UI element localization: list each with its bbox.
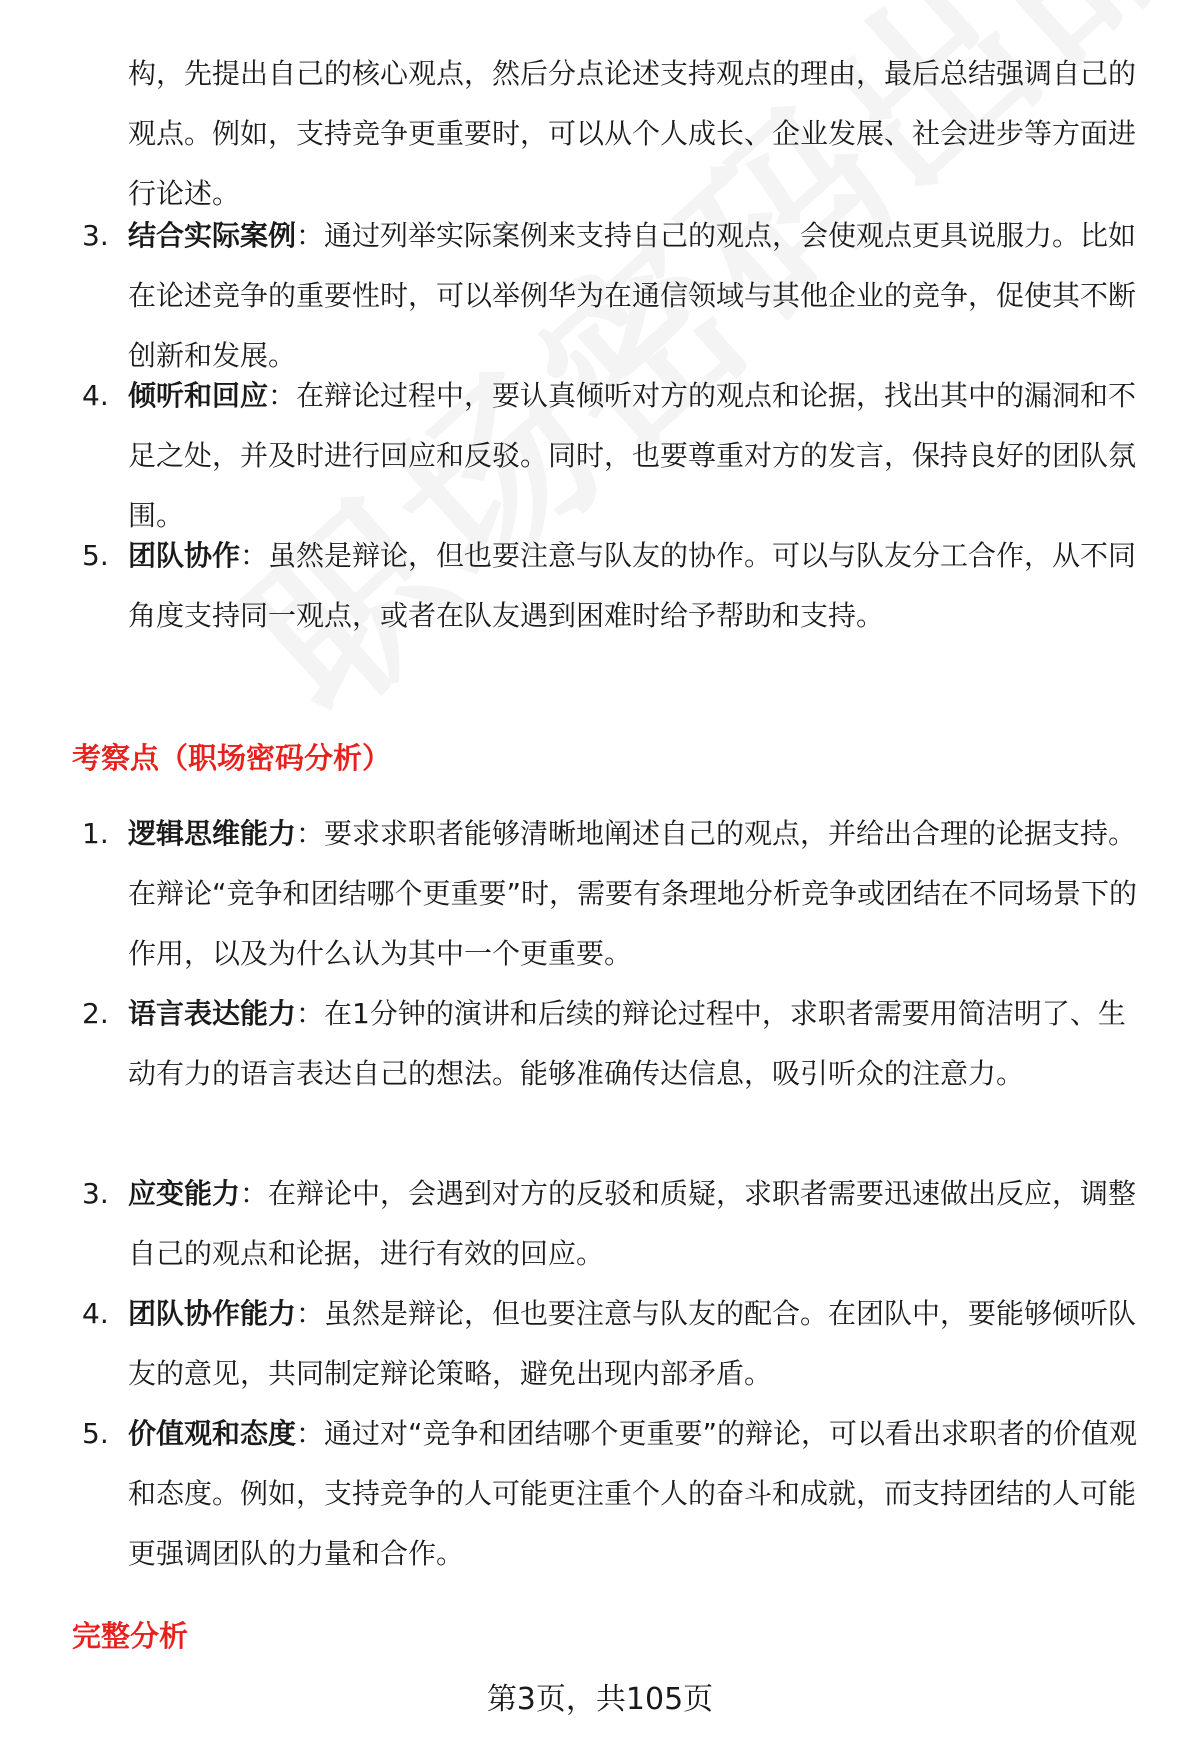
list-item-term: 结合实际案例 xyxy=(128,219,297,252)
section-heading-exam-points: 考察点（职场密码分析） xyxy=(72,741,392,775)
list-item-body xyxy=(128,804,1148,984)
list-item-body xyxy=(128,526,1148,646)
list-item-text: ：在辩论中，会遇到对方的反驳和质疑，求职者需要迅速做出反应，调整自己的观点和论据，进行有效的回应。 xyxy=(128,1177,1137,1270)
list-item-body xyxy=(128,1164,1148,1284)
list-item-body xyxy=(128,206,1148,386)
list-number: 4. xyxy=(82,379,109,412)
list-number: 2. xyxy=(82,997,109,1030)
list-item-term: 语言表达能力 xyxy=(128,997,297,1030)
list-item-term: 逻辑思维能力 xyxy=(128,817,297,850)
list-number: 3. xyxy=(82,1177,109,1210)
list-item-body xyxy=(128,366,1148,546)
list-item-text: ：虽然是辩论，但也要注意与队友的协作。可以与队友分工合作，从不同角度支持同一观点，或者在队友遇到困难时给予帮助和支持。 xyxy=(128,539,1137,632)
list-number: 1. xyxy=(82,817,109,850)
list-item-text: ：通过列举实际案例来支持自己的观点，会使观点更具说服力。比如在论述竞争的重要性时，可以举例华为在通信领域与其他企业的竞争，促使其不断创新和发展。 xyxy=(128,219,1137,372)
list-item-text: ：虽然是辩论，但也要注意与队友的配合。在团队中，要能够倾听队友的意见，共同制定辩论策略，避免出现内部矛盾。 xyxy=(128,1297,1137,1390)
section-heading-full-analysis: 完整分析 xyxy=(72,1619,189,1653)
intro-continuation: 构，先提出自己的核心观点，然后分点论述支持观点的理由，最后总结强调自己的观点。例如，支持竞争更重要时，可以从个人成长、企业发展、社会进步等方面进行论述。 xyxy=(128,57,1137,210)
list-item-text: ：在1分钟的演讲和后续的辩论过程中，求职者需要用简洁明了、生动有力的语言表达自己的想法。能够准确传达信息，吸引听众的注意力。 xyxy=(128,997,1126,1090)
list-number: 3. xyxy=(82,219,109,252)
list-item-text: ：通过对“竞争和团结哪个更重要”的辩论，可以看出求职者的价值观和态度。例如，支持竞争的人可能更注重个人的奋斗和成就，而支持团结的人可能更强调团队的力量和合作。 xyxy=(128,1417,1138,1570)
list-item-term: 倾听和回应 xyxy=(128,379,269,412)
list-number: 5. xyxy=(82,539,109,572)
list-item-text: ：要求求职者能够清晰地阐述自己的观点，并给出合理的论据支持。在辩论“竞争和团结哪个更重要”时，需要有条理地分析竞争或团结在不同场景下的作用，以及为什么认为其中一个更重要。 xyxy=(128,817,1138,970)
list-item-body xyxy=(128,1404,1148,1584)
list-item-text: ：在辩论过程中，要认真倾听对方的观点和论据，找出其中的漏洞和不足之处，并及时进行回应和反驳。同时，也要尊重对方的发言，保持良好的团队氛围。 xyxy=(128,379,1137,532)
list-item-body xyxy=(128,984,1148,1104)
list-item-term: 应变能力 xyxy=(128,1177,241,1210)
list-number: 5. xyxy=(82,1417,109,1450)
list-item-term: 团队协作 xyxy=(128,539,241,572)
page-number-footer: 第3页，共105页 xyxy=(486,1682,714,1717)
list-number: 4. xyxy=(82,1297,109,1330)
list-item-body xyxy=(128,1284,1148,1404)
list-item-term: 团队协作能力 xyxy=(128,1297,297,1330)
list-item-term: 价值观和态度 xyxy=(128,1417,297,1450)
